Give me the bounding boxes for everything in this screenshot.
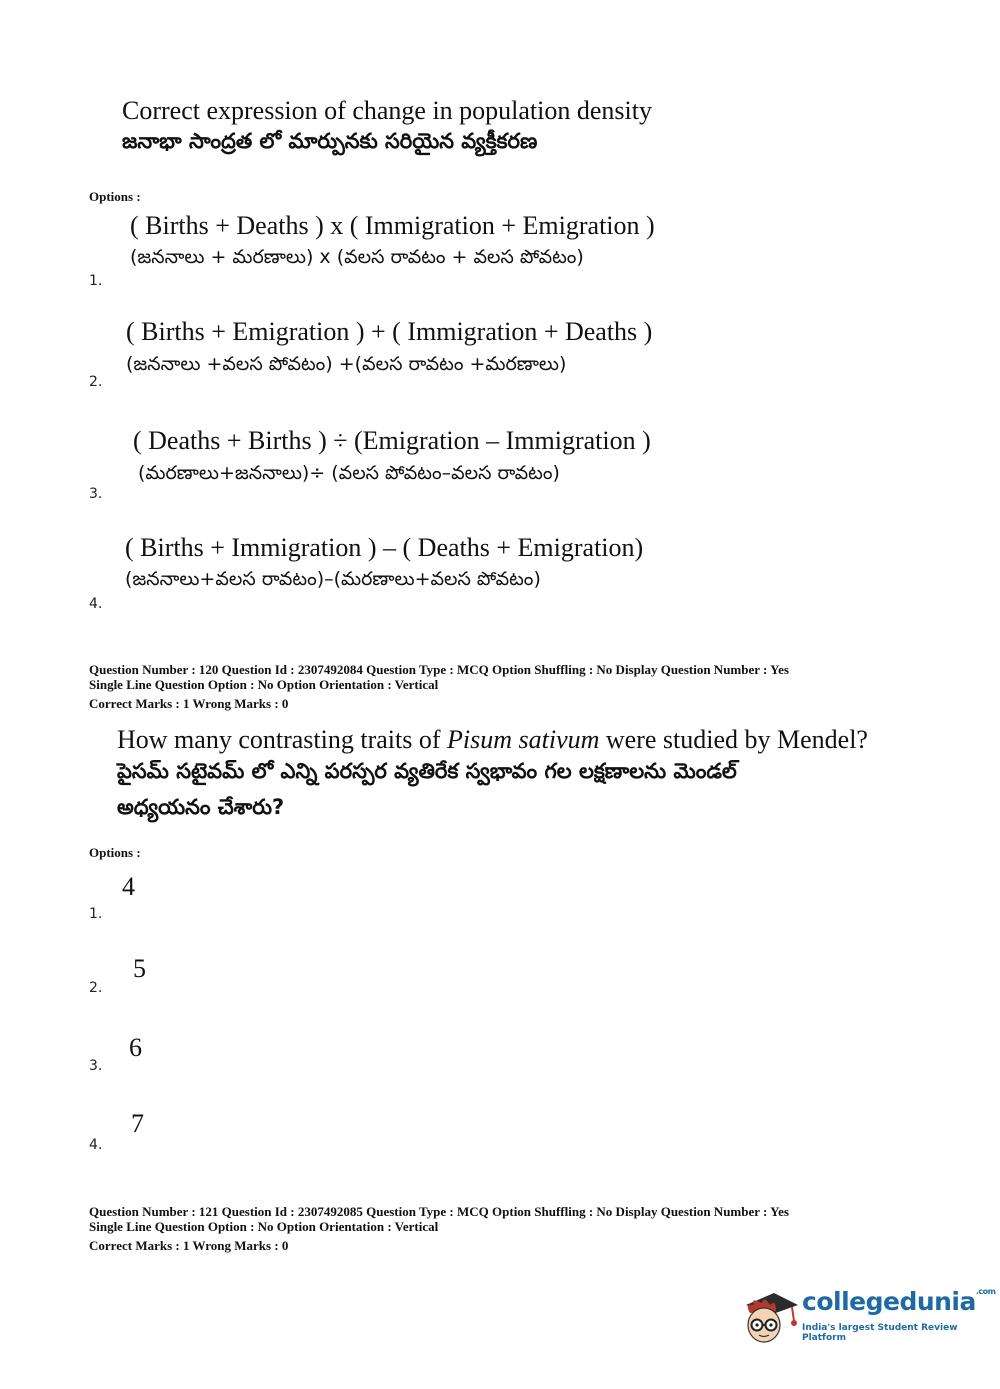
species-name: Pisum sativum bbox=[447, 725, 600, 754]
option-1-number: 1. bbox=[89, 906, 103, 922]
option-2-text-te: (జననాలు +వలస పోవటం) +(వలస రావటం +మరణాలు) bbox=[126, 353, 567, 375]
option-2-number: 2. bbox=[89, 374, 103, 390]
options-label: Options : bbox=[89, 189, 141, 204]
option-4-number: 4. bbox=[89, 1137, 103, 1153]
question-text-en: Correct expression of change in population density bbox=[122, 96, 652, 125]
question-meta-line1: Question Number : 121 Question Id : 2307492085 Question Type : MCQ Option Shuffling : No Display Question Number : Yes bbox=[89, 1204, 789, 1219]
question-meta-line1: Question Number : 120 Question Id : 2307492084 Question Type : MCQ Option Shuffling : No Display Question Number : Yes bbox=[89, 662, 789, 677]
option-4-value: 7 bbox=[131, 1109, 144, 1138]
mascot-icon bbox=[740, 1283, 800, 1351]
option-1-text-en: ( Births + Deaths ) x ( Immigration + Emigration ) bbox=[130, 211, 655, 240]
brand-tagline: India's largest Student Review Platform bbox=[802, 1323, 958, 1343]
option-1-value: 4 bbox=[122, 872, 135, 901]
option-3-text-te: (మరణాలు+జననాలు)÷ (వలస పోవటం–వలస రావటం) bbox=[138, 462, 560, 484]
option-4-text-en: ( Births + Immigration ) – ( Deaths + Emigration) bbox=[125, 533, 644, 562]
question-text-te: జనాభా సాంద్రత లో మార్పునకు సరియైన వ్యక్తీకరణ bbox=[122, 129, 538, 153]
question-text-en bbox=[117, 725, 868, 755]
option-3-text-en: ( Deaths + Births ) ÷ (Emigration – Immigration ) bbox=[133, 426, 651, 455]
option-2-number: 2. bbox=[89, 980, 103, 996]
question-text-pre: How many contrasting traits of bbox=[117, 725, 447, 754]
question-marks: Correct Marks : 1 Wrong Marks : 0 bbox=[89, 696, 289, 711]
brand-name: collegedunia bbox=[802, 1287, 976, 1316]
option-2-text-en: ( Births + Emigration ) + ( Immigration + Deaths ) bbox=[126, 317, 653, 346]
option-2-value: 5 bbox=[133, 954, 146, 983]
option-1-text-te: (జననాలు + మరణాలు) x (వలస రావటం + వలస పోవటం) bbox=[130, 246, 584, 268]
question-marks: Correct Marks : 1 Wrong Marks : 0 bbox=[89, 1238, 289, 1253]
option-3-number: 3. bbox=[89, 1058, 103, 1074]
question-text-te-line1: పైసమ్ సటైవమ్ లో ఎన్ని పరస్పర వ్యతిరేక స్వభావం గల లక్షణాలను మెండల్ bbox=[117, 759, 737, 783]
option-3-number: 3. bbox=[89, 486, 103, 502]
question-meta-line2: Single Line Question Option : No Option Orientation : Vertical bbox=[89, 677, 439, 692]
option-4-number: 4. bbox=[89, 596, 103, 612]
option-4-text-te: (జననాలు+వలస రావటం)–(మరణాలు+వలస పోవటం) bbox=[125, 568, 541, 590]
options-label: Options : bbox=[89, 845, 141, 860]
option-3-value: 6 bbox=[129, 1033, 142, 1062]
question-text-post: were studied by Mendel? bbox=[599, 725, 868, 754]
brand-suffix: .com bbox=[975, 1287, 996, 1296]
collegedunia-logo bbox=[740, 1283, 996, 1353]
question-meta-line2: Single Line Question Option : No Option Orientation : Vertical bbox=[89, 1219, 439, 1234]
question-text-te-line2: అధ్యయనం చేశారు? bbox=[117, 795, 285, 819]
option-1-number: 1. bbox=[89, 273, 103, 289]
